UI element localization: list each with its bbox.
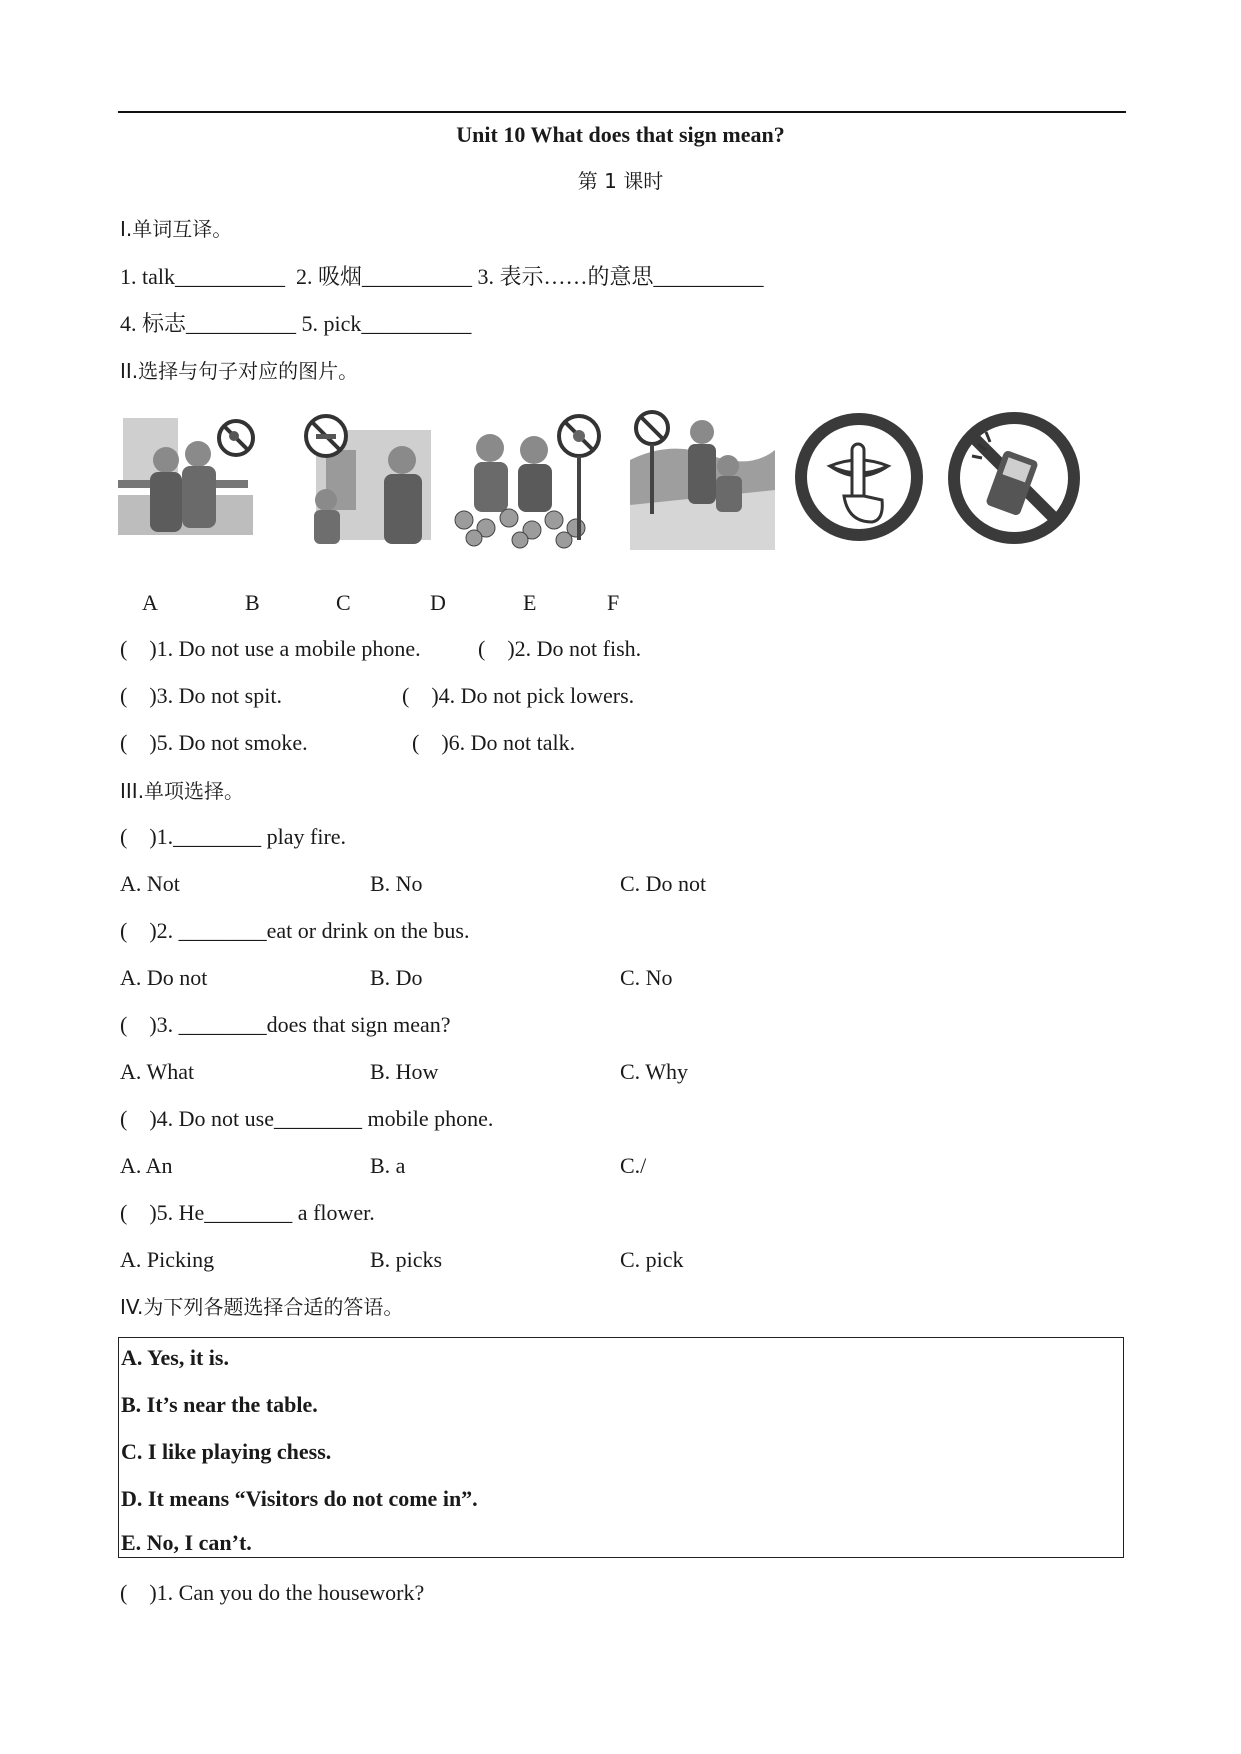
answer-choice-c: C. I like playing chess. xyxy=(121,1439,332,1464)
mc-option-4a: A. An xyxy=(120,1153,173,1178)
mc-option-1a: A. Not xyxy=(120,871,180,896)
picture-letter-f: F xyxy=(607,590,620,615)
picture-c-no-picking-flowers xyxy=(454,410,604,550)
dialog-question-1: ( )1. Can you do the housework? xyxy=(120,1580,425,1605)
match-item-5: ( )5. Do not smoke. xyxy=(120,730,308,755)
mc-option-5c: C. pick xyxy=(620,1247,684,1272)
picture-e-no-talking xyxy=(792,410,926,544)
mc-option-3c: C. Why xyxy=(620,1059,689,1084)
picture-letter-e: E xyxy=(523,590,537,615)
mc-option-1b: B. No xyxy=(370,871,423,896)
mc-option-2a: A. Do not xyxy=(120,965,208,990)
picture-a-no-spitting xyxy=(118,410,258,550)
answer-choice-d: D. It means “Visitors do not come in”. xyxy=(121,1486,478,1511)
worksheet-title: Unit 10 What does that sign mean? xyxy=(456,122,785,147)
match-item-6: ( )6. Do not talk. xyxy=(412,730,576,755)
mc-question-1: ( )1.________ play fire. xyxy=(120,824,347,849)
header-rule xyxy=(118,111,1126,113)
answer-choice-b: B. It’s near the table. xyxy=(121,1392,318,1417)
picture-f-no-mobile-phone xyxy=(946,410,1082,546)
mc-option-2b: B. Do xyxy=(370,965,423,990)
lesson-label: 第 1 课时 xyxy=(577,169,664,193)
section3-heading: III.单项选择。 xyxy=(120,779,245,803)
mc-option-4b: B. a xyxy=(370,1153,406,1178)
mc-option-2c: C. No xyxy=(620,965,673,990)
mc-option-4c: C./ xyxy=(620,1153,647,1178)
section1-heading: I.单词互译。 xyxy=(120,217,233,241)
mc-option-1c: C. Do not xyxy=(620,871,707,896)
section4-heading: IV.为下列各题选择合适的答语。 xyxy=(120,1295,404,1319)
mc-question-4: ( )4. Do not use________ mobile phone. xyxy=(120,1106,494,1131)
picture-letter-c: C xyxy=(336,590,351,615)
section2-heading: II.选择与句子对应的图片。 xyxy=(120,359,359,383)
answer-choices-box xyxy=(118,1337,1124,1558)
mc-question-3: ( )3. ________does that sign mean? xyxy=(120,1012,451,1037)
picture-letter-b: B xyxy=(245,590,260,615)
picture-d-no-fishing xyxy=(630,410,775,550)
mc-option-5b: B. picks xyxy=(370,1247,443,1272)
answer-choice-e: E. No, I can’t. xyxy=(121,1530,252,1555)
mc-option-3a: A. What xyxy=(120,1059,195,1084)
mc-option-5a: A. Picking xyxy=(120,1247,215,1272)
answer-choice-a: A. Yes, it is. xyxy=(121,1345,229,1370)
match-item-2: ( )2. Do not fish. xyxy=(478,636,642,661)
match-item-3: ( )3. Do not spit. xyxy=(120,683,282,708)
mc-question-5: ( )5. He________ a flower. xyxy=(120,1200,375,1225)
match-item-1: ( )1. Do not use a mobile phone. xyxy=(120,636,421,661)
mc-question-2: ( )2. ________eat or drink on the bus. xyxy=(120,918,470,943)
picture-b-no-smoking xyxy=(296,410,436,550)
picture-letter-a: A xyxy=(142,590,158,615)
mc-option-3b: B. How xyxy=(370,1059,439,1084)
section1-row2: 4. 标志__________ 5. pick__________ xyxy=(120,311,472,336)
match-item-4: ( )4. Do not pick lowers. xyxy=(402,683,635,708)
section1-row1: 1. talk__________ 2. 吸烟__________ 3. 表示……的意思__________ xyxy=(120,264,764,289)
picture-letter-d: D xyxy=(430,590,446,615)
